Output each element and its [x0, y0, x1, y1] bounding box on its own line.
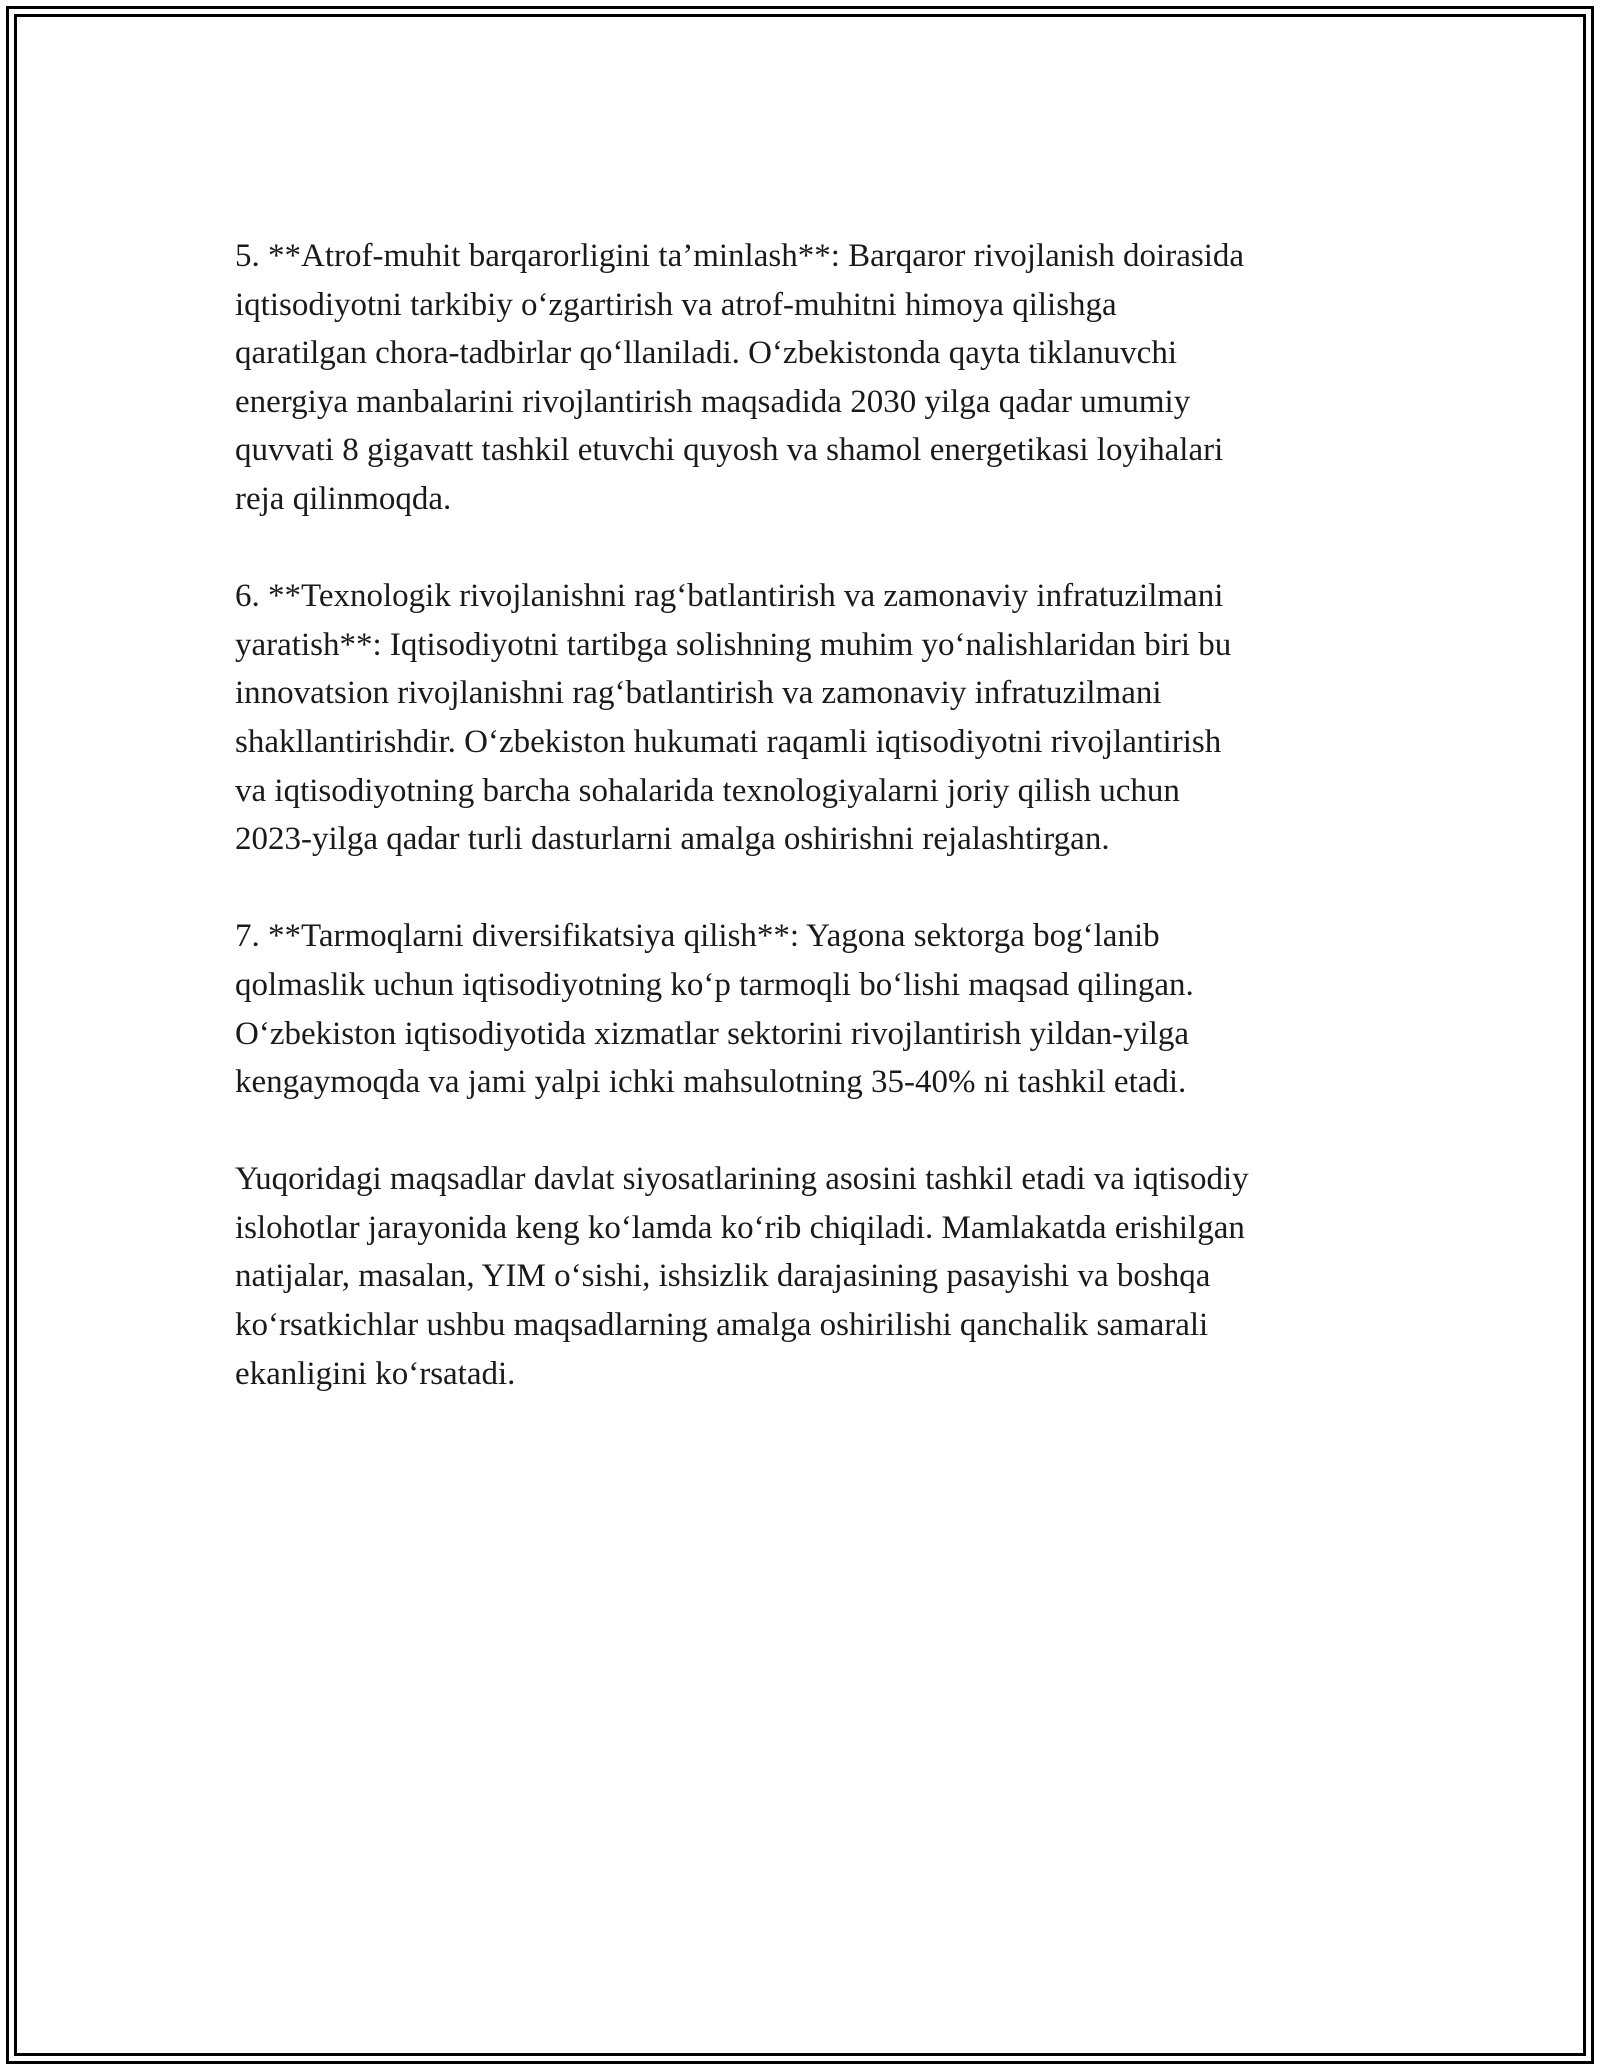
- paragraph-item-7: 7. **Tarmoqlarni diversifikatsiya qilish**: Yagona sektorga bog‘lanib qolmaslik uchun iqtisodiyotning ko‘p tarmoqli bo‘lishi maqsad qilingan. O‘zbekiston iqtisodiyotida xizmatlar sektorini rivojlantirish yildan-yilga kengaymoqda va jami yalpi ichki mahsulotning 35-40% ni tashkil etadi.: [235, 918, 1194, 1101]
- paragraph-conclusion: Yuqoridagi maqsadlar davlat siyosatlarining asosini tashkil etadi va iqtisodiy islohotlar jarayonida keng ko‘lamda ko‘rib chiqiladi. Mamlakatda erishilgan natijalar, masalan, YIM o‘sishi, ishsizlik darajasining pasayishi va boshqa ko‘rsatkichlar ushbu maqsadlarning amalga oshirilishi qanchalik samarali ekanligini ko‘rsatadi.: [235, 1161, 1249, 1392]
- document-body: [235, 232, 1375, 1447]
- paragraph-item-6: 6. **Texnologik rivojlanishni rag‘batlantirish va zamonaviy infratuzilmani yaratish**: Iqtisodiyotni tartibga solishning muhim yo‘nalishlaridan biri bu innovatsion rivojlanishni rag‘batlantirish va zamonaviy infratuzilmani shakllantirishdir. O‘zbekiston hukumati raqamli iqtisodiyotni rivojlantirish va iqtisodiyotning barcha sohalarida texnologiyalarni joriy qilish uchun 2023-yilga qadar turli dasturlarni amalga oshirishni rejalashtirgan.: [235, 578, 1232, 858]
- paragraph-item-5: 5. **Atrof-muhit barqarorligini ta’minlash**: Barqaror rivojlanish doirasida iqtisodiyotni tarkibiy o‘zgartirish va atrof-muhitni himoya qilishga qaratilgan chora-tadbirlar qo‘llaniladi. O‘zbekistonda qayta tiklanuvchi energiya manbalarini rivojlantirish maqsadida 2030 yilga qadar umumiy quvvati 8 gigavatt tashkil etuvchi quyosh va shamol energetikasi loyihalari reja qilinmoqda.: [235, 238, 1245, 517]
